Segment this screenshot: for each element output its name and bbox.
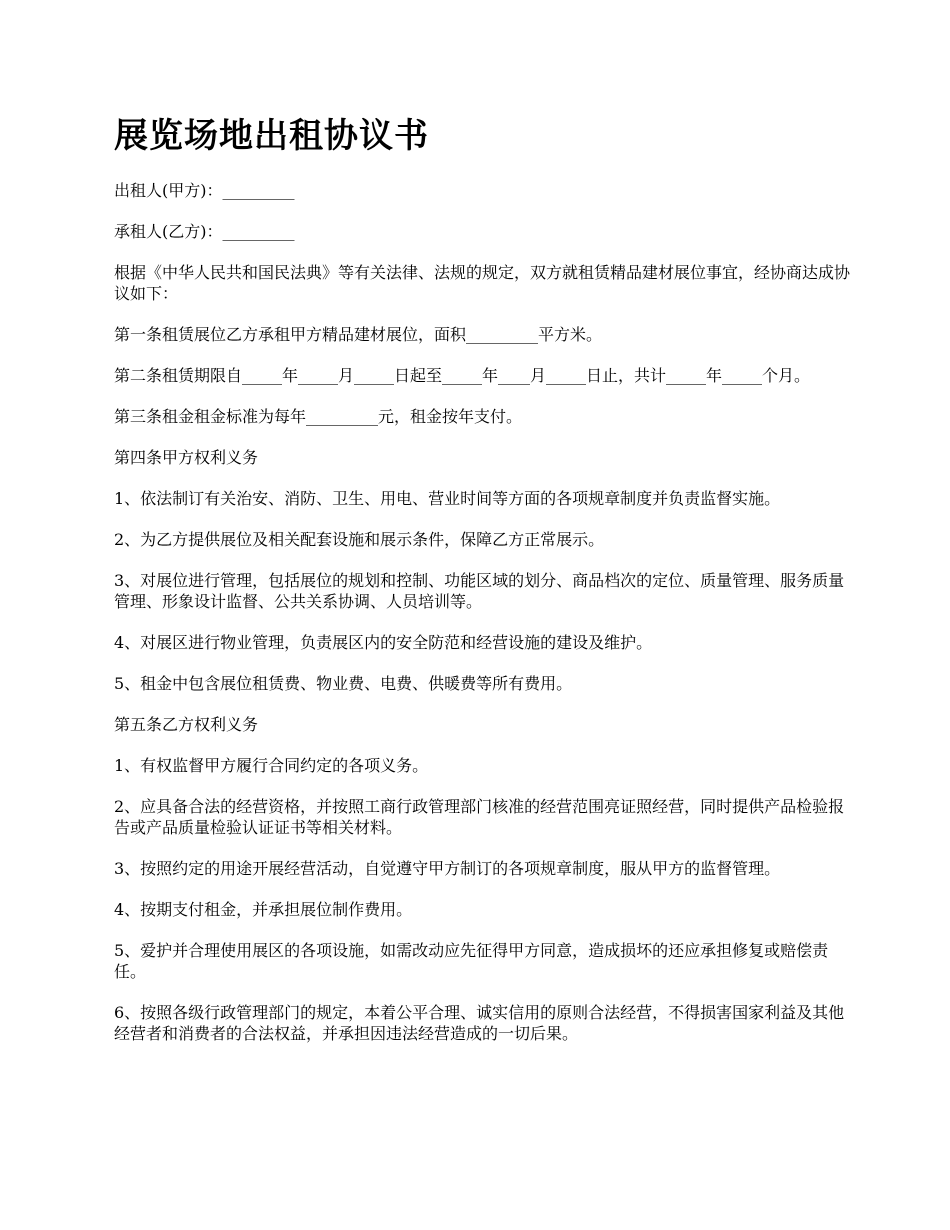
article-5-item-3: 3、按照约定的用途开展经营活动，自觉遵守甲方制订的各项规章制度，服从甲方的监督管理。 <box>114 859 781 878</box>
article-4-item-2: 2、为乙方提供展位及相关配套设施和展示条件，保障乙方正常展示。 <box>114 530 605 549</box>
article-1: 第一条租赁展位乙方承租甲方精品建材展位，面积_________平方米。 <box>114 325 603 344</box>
article-5-item-2: 2、应具备合法的经营资格，并按照工商行政管理部门核准的经营范围亮证照经营，同时提供产品检验报告或产品质量检验认证证书等相关材料。 <box>114 797 845 837</box>
document-title: 展览场地出租协议书 <box>114 116 429 156</box>
article-5-item-6: 6、按照各级行政管理部门的规定，本着公平合理、诚实信用的原则合法经营，不得损害国家利益及其他经营者和消费者的合法权益，并承担因违法经营造成的一切后果。 <box>114 1003 845 1043</box>
article-5-item-4: 4、按期支付租金，并承担展位制作费用。 <box>114 900 413 919</box>
party-b-line: 承租人(乙方)：_________ <box>114 222 295 241</box>
article-5-item-5: 5、爱护并合理使用展区的各项设施，如需改动应先征得甲方同意，造成损坏的还应承担修复或赔偿责任。 <box>114 941 829 981</box>
article-4-item-4: 4、对展区进行物业管理，负责展区内的安全防范和经营设施的建设及维护。 <box>114 633 653 652</box>
preamble-paragraph: 根据《中华人民共和国民法典》等有关法律、法规的规定，双方就租赁精品建材展位事宜，经协商达成协议如下： <box>114 263 851 303</box>
article-4-item-5: 5、租金中包含展位租赁费、物业费、电费、供暖费等所有费用。 <box>114 674 573 693</box>
document-page <box>114 112 854 1064</box>
article-2: 第二条租赁期限自_____年_____月_____日起至_____年____月_____日止，共计_____年_____个月。 <box>114 366 811 385</box>
article-3: 第三条租金租金标准为每年_________元，租金按年支付。 <box>114 407 523 426</box>
article-5-heading: 第五条乙方权利义务 <box>114 715 259 734</box>
article-4-item-1: 1、依法制订有关治安、消防、卫生、用电、营业时间等方面的各项规章制度并负责监督实施。 <box>114 489 781 508</box>
party-a-line: 出租人(甲方)：_________ <box>114 181 295 200</box>
article-4-item-3: 3、对展位进行管理，包括展位的规划和控制、功能区域的划分、商品档次的定位、质量管理、服务质量管理、形象设计监督、公共关系协调、人员培训等。 <box>114 571 845 611</box>
article-4-heading: 第四条甲方权利义务 <box>114 448 259 467</box>
article-5-item-1: 1、有权监督甲方履行合同约定的各项义务。 <box>114 756 429 775</box>
